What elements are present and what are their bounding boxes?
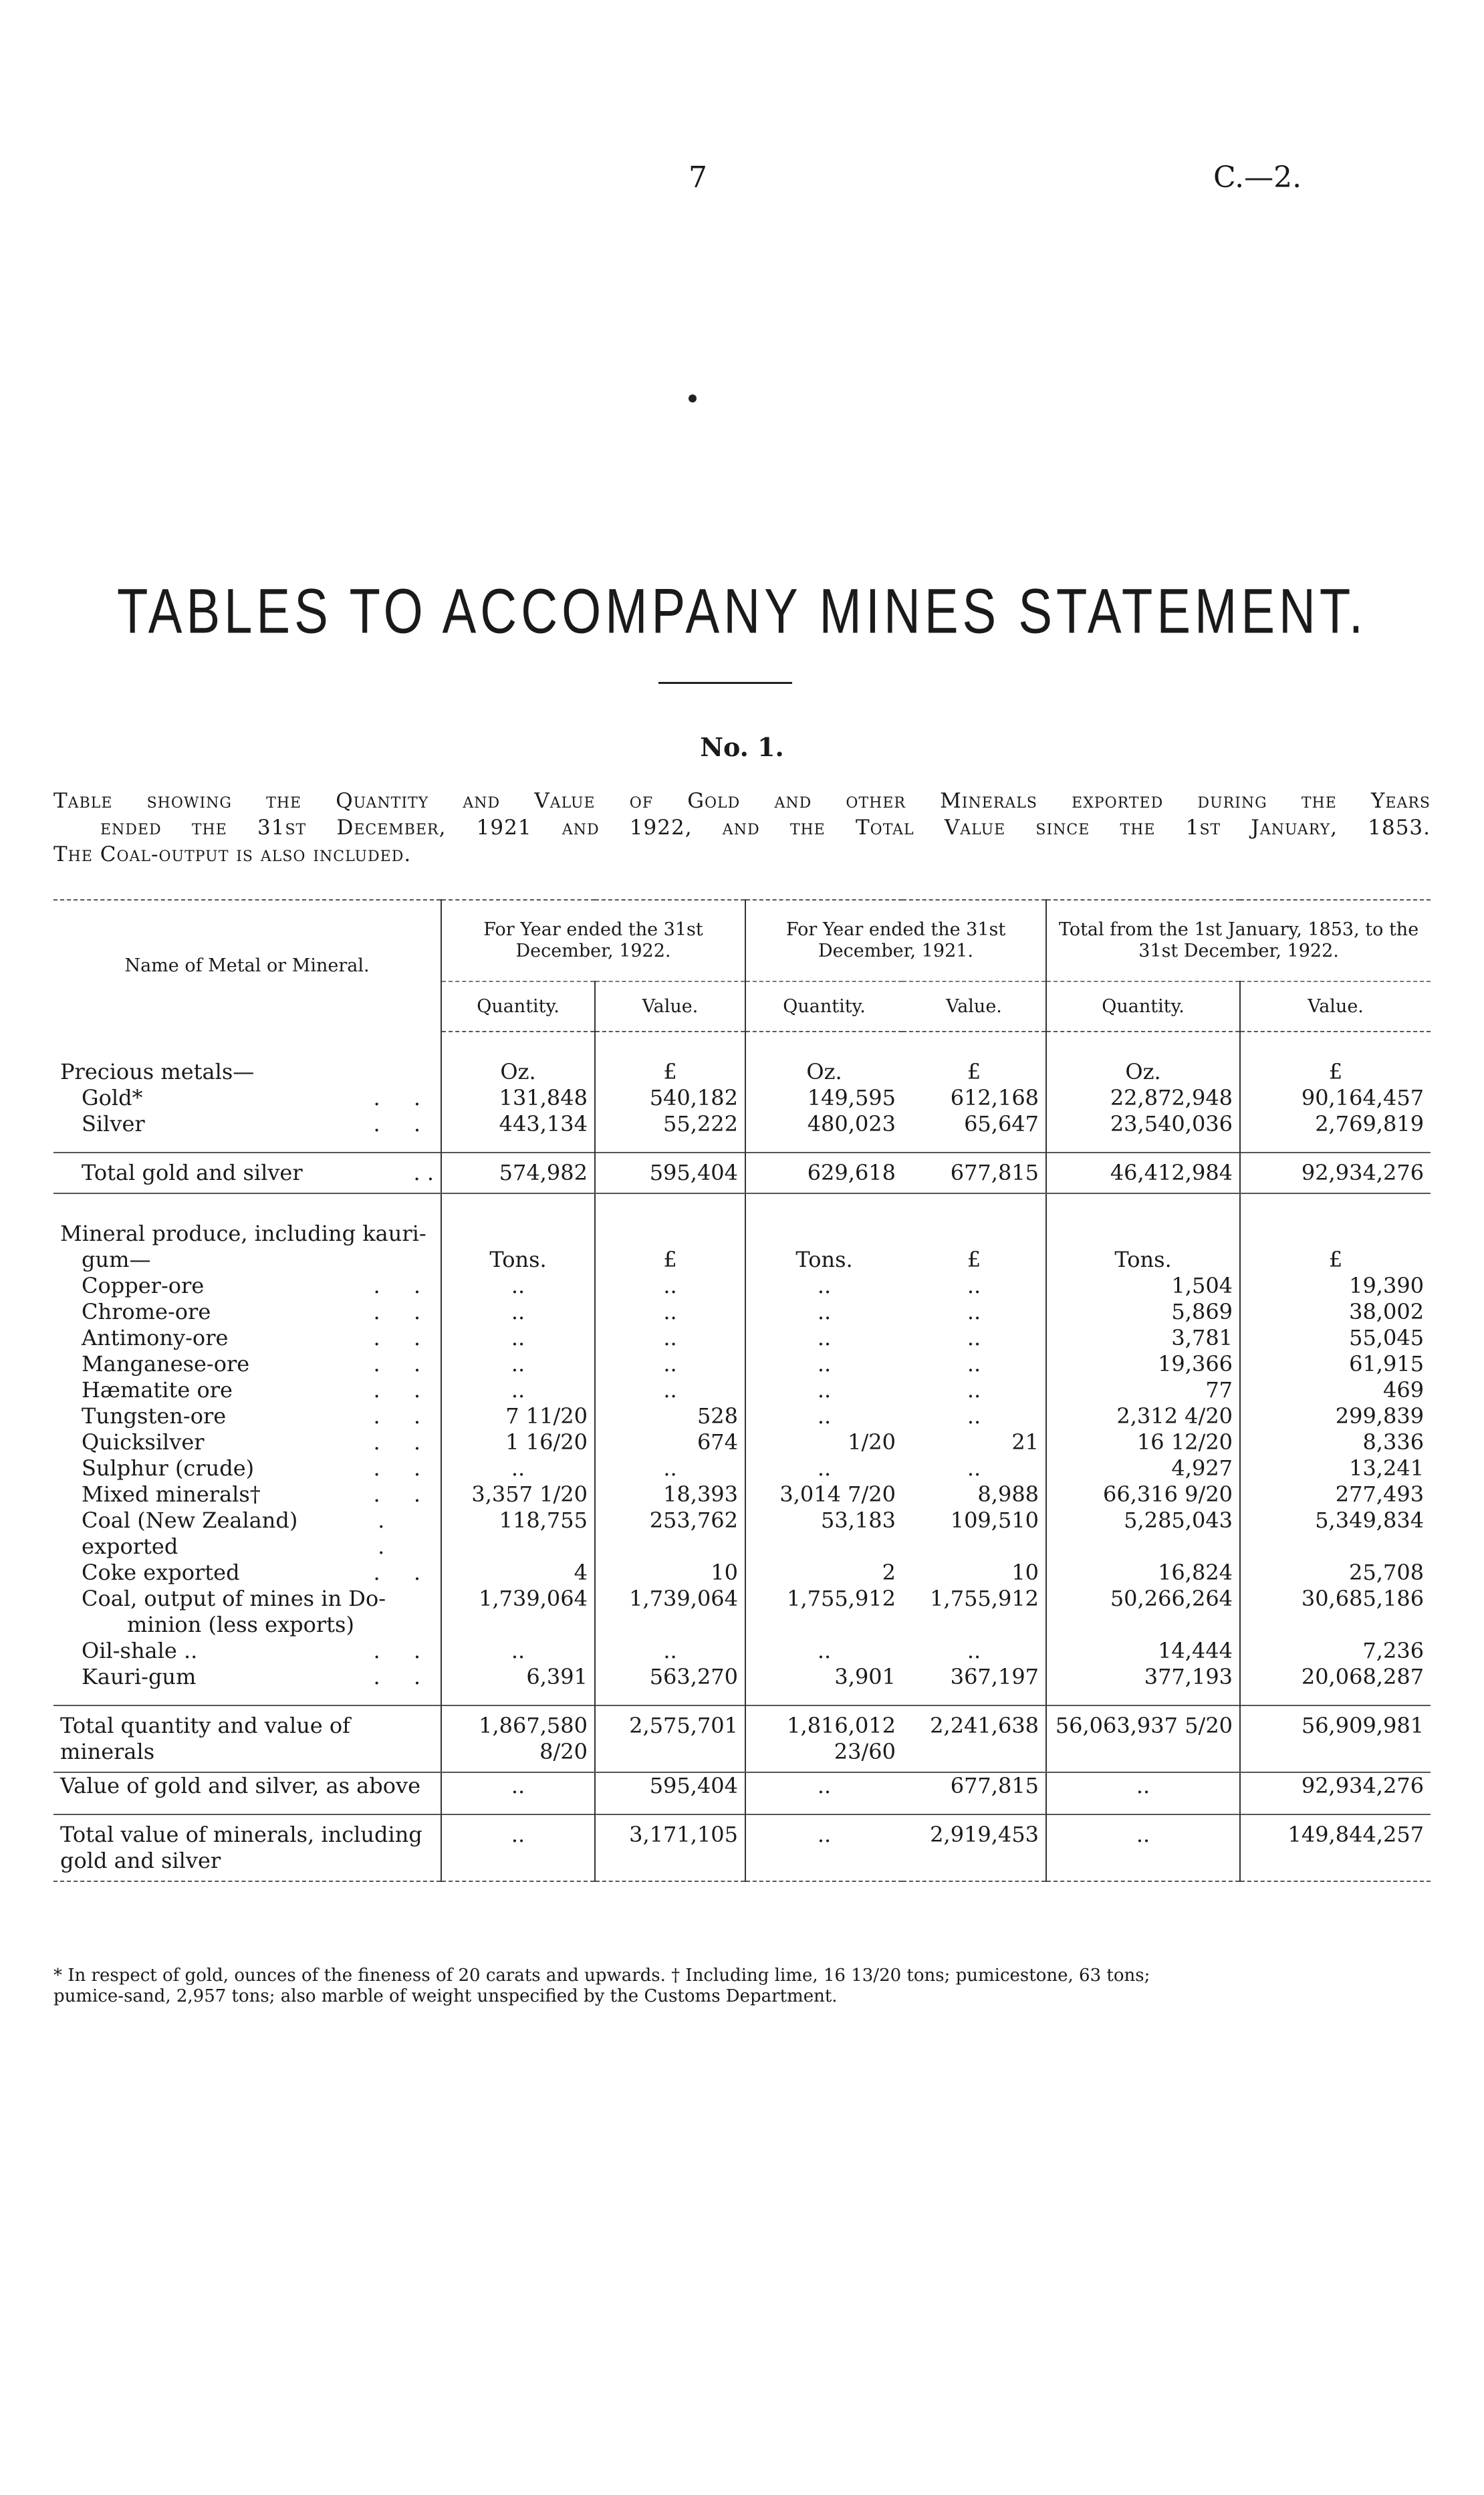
column-group-total: Total from the 1st January, 1853, to the 31st December, 1922. bbox=[1046, 900, 1431, 981]
title-divider bbox=[658, 682, 792, 684]
column-header-quantity: Quantity. bbox=[745, 981, 902, 1032]
caption-line-3: The Coal-output is also included. bbox=[53, 842, 412, 866]
column-header-name: Name of Metal or Mineral. bbox=[124, 955, 370, 976]
minerals-export-table bbox=[53, 899, 1431, 1882]
table-row: Value of gold and silver, as above .. 595,404 .. 677,815 .. 92,934,276 bbox=[53, 1772, 1431, 1799]
column-header-quantity: Quantity. bbox=[1046, 981, 1240, 1032]
footnote bbox=[53, 1966, 1431, 2007]
table-caption bbox=[53, 788, 1431, 868]
table-row bbox=[53, 1221, 1431, 1247]
table-row: Tungsten-ore . . 7 11/20 528 .. .. 2,312 4/20 299,839 bbox=[53, 1403, 1431, 1429]
table-row: Hæmatite ore . . .. .. .. .. 77 469 bbox=[53, 1377, 1431, 1403]
table-row: Sulphur (crude) . . .. .. .. .. 4,927 13,241 bbox=[53, 1455, 1431, 1481]
column-group-1921: For Year ended the 31st December, 1921. bbox=[745, 900, 1046, 981]
table-number: No. 1. bbox=[700, 732, 784, 762]
section-heading: Precious metals— bbox=[60, 1059, 255, 1084]
table-row: Manganese-ore . . .. .. .. .. 19,366 61,915 bbox=[53, 1351, 1431, 1377]
ink-dot bbox=[689, 394, 697, 402]
table-row: Precious metals— Oz. £ Oz. £ Oz. £ bbox=[53, 1059, 1431, 1085]
table-row: Mixed minerals† . . 3,357 1/20 18,393 3,014 7/20 8,988 66,316 9/20 277,493 bbox=[53, 1481, 1431, 1508]
footnote-line-1: * In respect of gold, ounces of the fineness of 20 carats and upwards. † Including lime, 16 13/20 tons; pumicestone, 63 tons; bbox=[53, 1966, 1150, 1986]
table-row: gum— Tons. £ Tons. £ Tons. £ bbox=[53, 1247, 1431, 1273]
footnote-line-2: pumice-sand, 2,957 tons; also marble of weight unspecified by the Customs Department. bbox=[53, 1986, 838, 2006]
column-header-value: Value. bbox=[1240, 981, 1431, 1032]
table-row: Oil-shale .. . . .. .. .. .. 14,444 7,236 bbox=[53, 1638, 1431, 1664]
table-row: Coal (New Zealand) exported . . 118,755 253,762 53,183 109,510 5,285,043 5,349,834 bbox=[53, 1508, 1431, 1560]
table-row: Gold* . . 131,848 540,182 149,595 612,168 22,872,948 90,164,457 bbox=[53, 1085, 1431, 1111]
table-row-grand-total: Total value of minerals, including gold and silver .. 3,171,105 .. 2,919,453 .. 149,844,257 bbox=[53, 1814, 1431, 1881]
table-row: Kauri-gum . . 6,391 563,270 3,901 367,197 377,193 20,068,287 bbox=[53, 1664, 1431, 1690]
table-row-total: Total quantity and value of minerals 1,867,580 8/20 2,575,701 1,816,012 23/60 2,241,638 56,063,937 5/20 56,909,981 bbox=[53, 1705, 1431, 1772]
table-row: Antimony-ore . . .. .. .. .. 3,781 55,045 bbox=[53, 1325, 1431, 1351]
section-heading: Mineral produce, including kauri- bbox=[60, 1221, 426, 1246]
table-row: minion (less exports) bbox=[53, 1612, 1431, 1638]
page-title: TABLES TO ACCOMPANY MINES STATEMENT. bbox=[116, 576, 1368, 647]
document-reference: C.—2. bbox=[1213, 160, 1302, 195]
page-number: 7 bbox=[689, 160, 707, 195]
table-row: Coke exported . . 4 10 2 10 16,824 25,708 bbox=[53, 1560, 1431, 1586]
table-row: Copper-ore . . .. .. .. .. 1,504 19,390 bbox=[53, 1273, 1431, 1299]
table-row-total: Total gold and silver . . 574,982 595,404 629,618 677,815 46,412,984 92,934,276 bbox=[53, 1153, 1431, 1193]
caption-line-2: ended the 31st December, 1921 and 1922, and the Total Value since the 1st January, 1853. bbox=[100, 816, 1431, 840]
column-group-1922: For Year ended the 31st December, 1922. bbox=[441, 900, 745, 981]
column-header-value: Value. bbox=[595, 981, 745, 1032]
column-header-quantity: Quantity. bbox=[441, 981, 595, 1032]
caption-line-1: Table showing the Quantity and Value of Gold and other Minerals exported during the Years bbox=[53, 789, 1431, 813]
table-row: Chrome-ore . . .. .. .. .. 5,869 38,002 bbox=[53, 1299, 1431, 1325]
table-row: Silver . . 443,134 55,222 480,023 65,647 23,540,036 2,769,819 bbox=[53, 1111, 1431, 1137]
column-header-value: Value. bbox=[902, 981, 1046, 1032]
table-row: Coal, output of mines in Do- 1,739,064 1,739,064 1,755,912 1,755,912 50,266,264 30,685,186 bbox=[53, 1586, 1431, 1612]
table-row: Quicksilver . . 1 16/20 674 1/20 21 16 12/20 8,336 bbox=[53, 1429, 1431, 1455]
